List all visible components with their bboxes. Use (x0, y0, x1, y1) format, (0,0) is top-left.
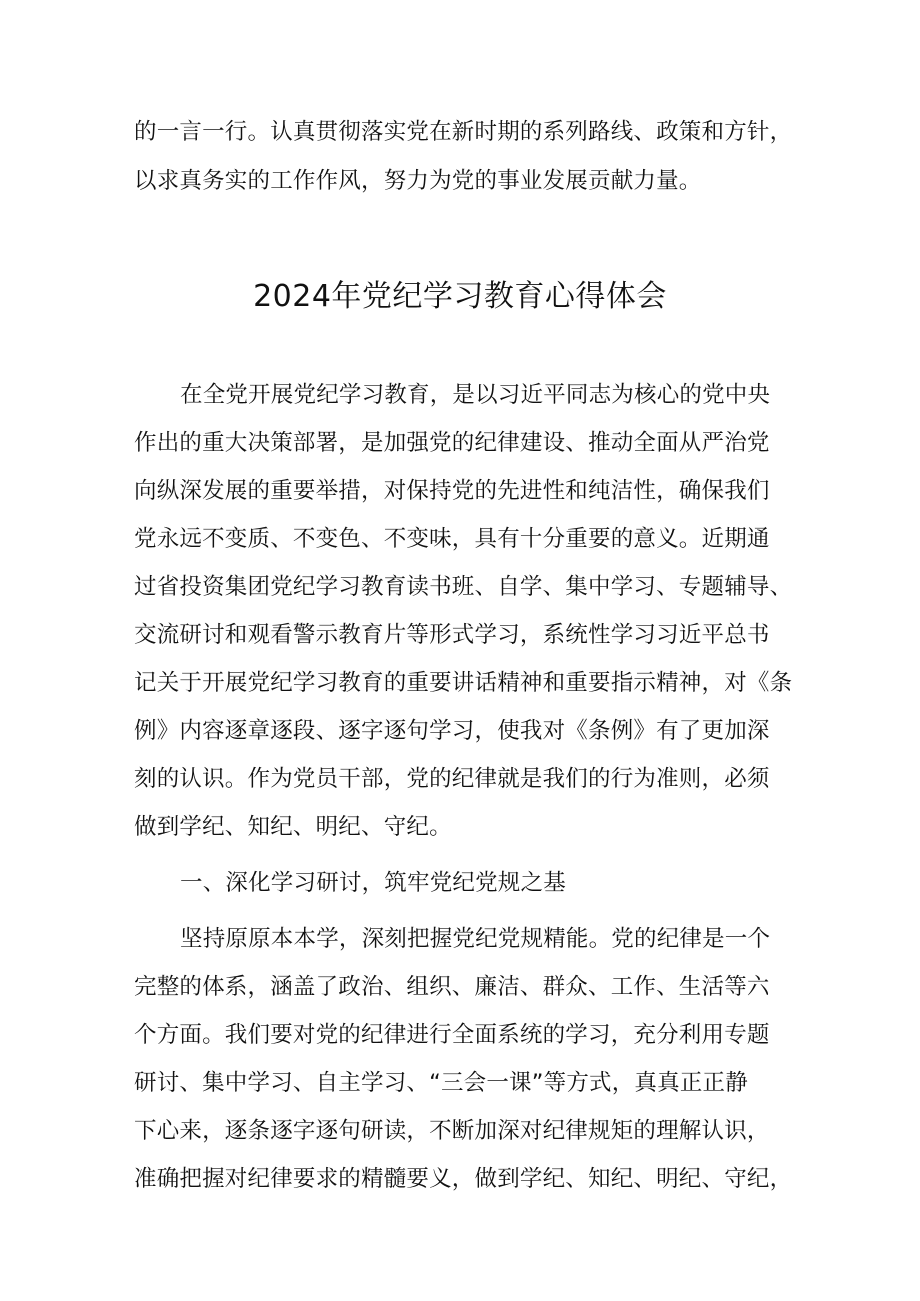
document-title: 2024年党纪学习教育心得体会 (253, 279, 667, 314)
paragraph-line: 党永远不变质、不变色、不变味，具有十分重要的意义。近期通 (134, 526, 770, 552)
section-heading: 一、深化学习研讨，筑牢党纪党规之基 (180, 870, 566, 896)
paragraph-line: 以求真务实的工作作风，努力为党的事业发展贡献力量。 (134, 168, 702, 194)
paragraph-line: 作出的重大决策部署，是加强党的纪律建设、推动全面从严治党 (134, 430, 770, 456)
paragraph-line: 刻的认识。作为党员干部，党的纪律就是我们的行为准则，必须 (134, 766, 770, 792)
paragraph-line: 向纵深发展的重要举措，对保持党的先进性和纯洁性，确保我们 (134, 478, 770, 504)
paragraph-line: 个方面。我们要对党的纪律进行全面系统的学习，充分利用专题 (134, 1022, 770, 1048)
paragraph-line: 的一言一行。认真贯彻落实党在新时期的系列路线、政策和方针， (134, 119, 793, 145)
paragraph-line: 下心来，逐条逐字逐句研读，不断加深对纪律规矩的理解认识， (134, 1118, 770, 1144)
paragraph-line: 过省投资集团党纪学习教育读书班、自学、集中学习、专题辅导、 (134, 574, 793, 600)
paragraph-line: 完整的体系，涵盖了政治、组织、廉洁、群众、工作、生活等六 (134, 974, 770, 1000)
paragraph-line: 交流研讨和观看警示教育片等形式学习，系统性学习习近平总书 (134, 622, 770, 648)
paragraph-line: 例》内容逐章逐段、逐字逐句学习，使我对《条例》有了更加深 (134, 718, 770, 744)
paragraph-line: 准确把握对纪律要求的精髓要义，做到学纪、知纪、明纪、守纪， (134, 1166, 793, 1192)
paragraph-line: 记关于开展党纪学习教育的重要讲话精神和重要指示精神，对《条 (134, 670, 793, 696)
paragraph-line: 研讨、集中学习、自主学习、“三会一课”等方式，真真正正静 (134, 1070, 748, 1096)
paragraph-line: 坚持原原本本学，深刻把握党纪党规精能。党的纪律是一个 (180, 926, 771, 952)
paragraph-line: 在全党开展党纪学习教育，是以习近平同志为核心的党中央 (180, 382, 771, 408)
paragraph-line: 做到学纪、知纪、明纪、守纪。 (134, 814, 452, 840)
